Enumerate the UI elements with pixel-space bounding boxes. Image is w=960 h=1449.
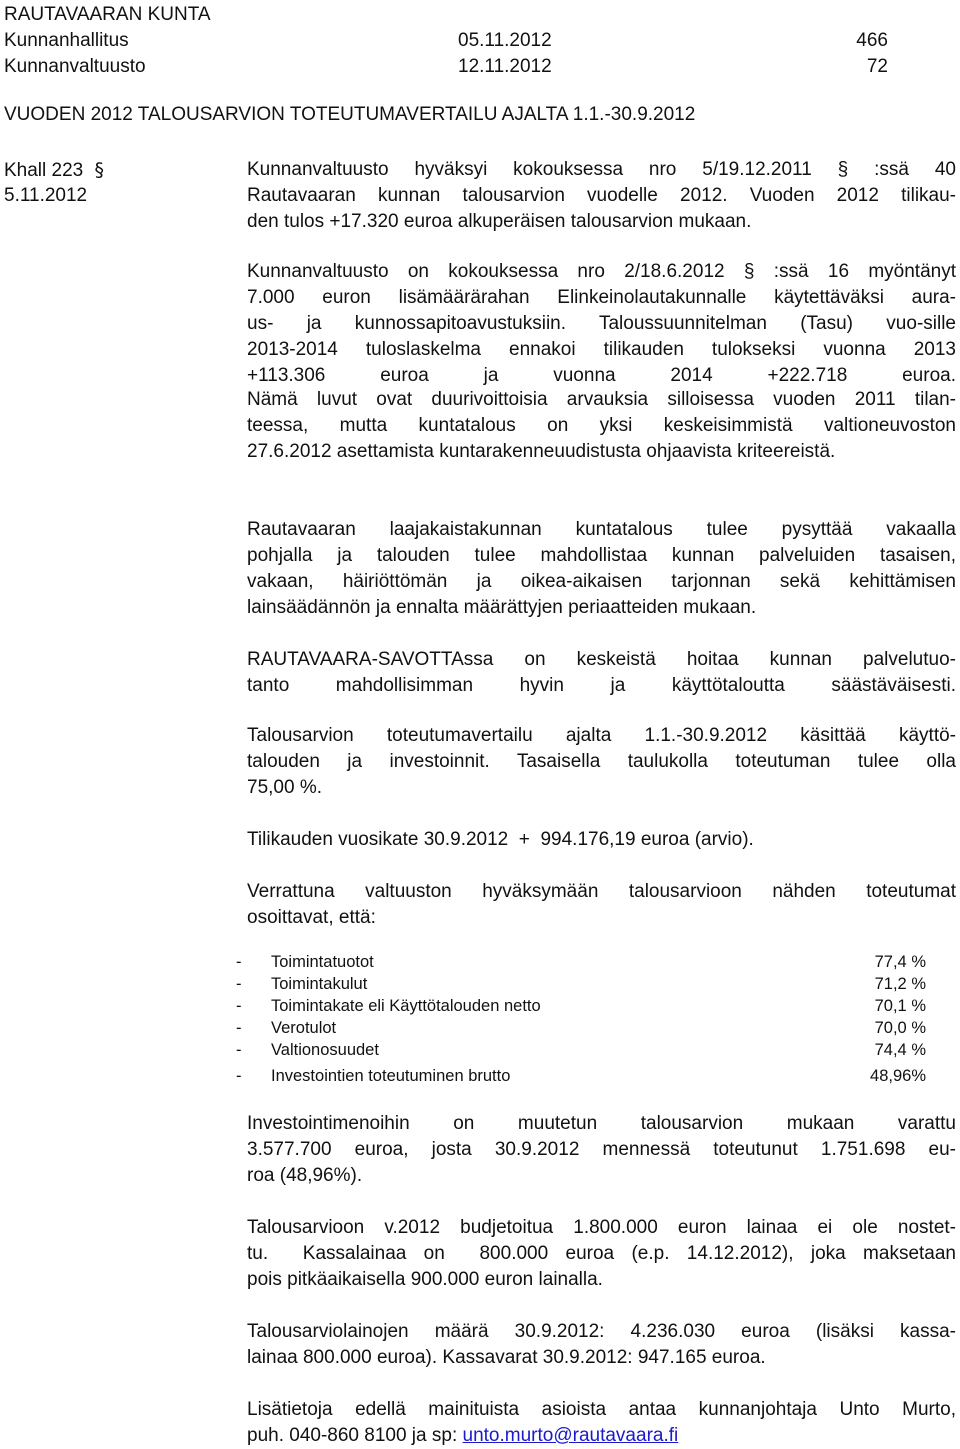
list-item-label: Investointien toteutuminen brutto bbox=[271, 1067, 511, 1085]
list-item-value: 77,4 % bbox=[874, 953, 926, 971]
paragraph-5 bbox=[247, 647, 956, 699]
realization-list bbox=[236, 951, 926, 1087]
paragraph-line: Talousarviolainojen määrä 30.9.2012: 4.236.030 euroa (lisäksi kassa- bbox=[247, 1321, 956, 1342]
list-item-label: Toimintakulut bbox=[271, 975, 368, 993]
paragraph-9 bbox=[247, 1111, 956, 1189]
paragraph-line: Verrattuna valtuuston hyväksymään talousarvioon nähden toteutumat bbox=[247, 881, 956, 902]
paragraph-line: pohjalla ja talouden tulee mahdollistaa kunnan palveluiden tasaisen, bbox=[247, 545, 956, 566]
section-sign-icon: § bbox=[94, 159, 105, 181]
document-title: VUODEN 2012 TALOUSARVION TOTEUTUMAVERTAILU AJALTA 1.1.-30.9.2012 bbox=[4, 104, 696, 125]
paragraph-line: Investointimenoihin on muutetun talousarvion mukaan varattu bbox=[247, 1113, 956, 1134]
paragraph-line: Lisätietoja edellä mainituista asioista antaa kunnanjohtaja Unto Murto, bbox=[247, 1399, 956, 1420]
paragraph-line: Rautavaaran kunnan talousarvion vuodelle 2012. Vuoden 2012 tilikau- bbox=[247, 185, 956, 206]
paragraph-line: lainaa 800.000 euroa). Kassavarat 30.9.2012: 947.165 euroa. bbox=[247, 1347, 766, 1368]
paragraph-2 bbox=[247, 259, 956, 389]
list-dash: - bbox=[236, 953, 242, 971]
list-item-value: 48,96% bbox=[870, 1067, 926, 1085]
list-dash: - bbox=[236, 1041, 242, 1059]
header-body-2: Kunnanvaltuusto bbox=[4, 56, 146, 77]
paragraph-line: 7.000 euron lisämäärärahan Elinkeinolautakunnalle käytettäväksi aura- bbox=[247, 287, 956, 308]
paragraph-8 bbox=[247, 879, 956, 931]
list-item bbox=[236, 1039, 926, 1061]
list-item bbox=[236, 995, 926, 1017]
paragraph-line: tu. Kassalainaa on 800.000 euroa (e.p. 14.12.2012), joka maksetaan bbox=[247, 1243, 956, 1264]
paragraph-line: talouden ja investoinnit. Tasaisella taulukolla toteutuman tulee olla bbox=[247, 751, 956, 772]
item-ref-text: Khall 223 bbox=[4, 160, 84, 181]
paragraph-10 bbox=[247, 1215, 956, 1293]
header-date-1: 05.11.2012 bbox=[458, 30, 552, 51]
list-item-value: 74,4 % bbox=[874, 1041, 926, 1059]
paragraph-line: 75,00 %. bbox=[247, 777, 322, 798]
header-date-2: 12.11.2012 bbox=[458, 56, 552, 77]
header-body-1: Kunnanhallitus bbox=[4, 30, 129, 51]
paragraph-3 bbox=[247, 387, 956, 465]
paragraph-line: Talousarvioon v.2012 budjetoitua 1.800.000 euron lainaa ei ole nostet- bbox=[247, 1217, 956, 1238]
paragraph-line: Kunnanvaltuusto on kokouksessa nro 2/18.6.2012 § :ssä 16 myöntänyt bbox=[247, 261, 956, 282]
paragraph-line: 2013-2014 tuloslaskelma ennakoi tilikauden tulokseksi vuonna 2013 bbox=[247, 339, 956, 360]
item-date: 5.11.2012 bbox=[4, 185, 88, 206]
paragraph-line: RAUTAVAARA-SAVOTTAssa on keskeistä hoitaa kunnan palvelutuo- bbox=[247, 649, 956, 670]
paragraph-7 bbox=[247, 827, 956, 853]
list-item bbox=[236, 1017, 926, 1039]
list-item-value: 70,0 % bbox=[874, 1019, 926, 1037]
contact-prefix: puh. 040-860 8100 ja sp: bbox=[247, 1425, 463, 1446]
list-dash: - bbox=[236, 1067, 242, 1085]
list-item-label: Verotulot bbox=[271, 1019, 337, 1037]
paragraph-line: us- ja kunnossapitoavustuksiin. Taloussuunnitelman (Tasu) vuo-sille bbox=[247, 313, 956, 334]
list-dash: - bbox=[236, 997, 242, 1015]
list-item bbox=[236, 1065, 926, 1087]
paragraph-line: den tulos +17.320 euroa alkuperäisen talousarvion mukaan. bbox=[247, 211, 752, 232]
header-page-1: 466 bbox=[856, 30, 888, 51]
paragraph-line: Nämä luvut ovat duurivoittoisia arvauksia silloisessa vuoden 2011 tilan- bbox=[247, 389, 956, 410]
paragraph-line: Rautavaaran laajakaistakunnan kuntatalous tulee pysyttää vakaalla bbox=[247, 519, 956, 540]
organization-name: RAUTAVAARAN KUNTA bbox=[4, 4, 211, 25]
list-item bbox=[236, 973, 926, 995]
paragraph-line: osoittavat, että: bbox=[247, 907, 376, 928]
header-page-2: 72 bbox=[866, 56, 888, 77]
list-item-label: Toimintakate eli Käyttötalouden netto bbox=[271, 997, 541, 1015]
paragraph-line: vakaan, häiriöttömän ja oikea-aikaisen tarjonnan sekä kehittämisen bbox=[247, 571, 956, 592]
list-item-value: 71,2 % bbox=[874, 975, 926, 993]
paragraph-line: Tilikauden vuosikate 30.9.2012 + 994.176,19 euroa (arvio). bbox=[247, 829, 754, 850]
paragraph-line: 27.6.2012 asettamista kuntarakenneuudistusta ohjaavista kriteereistä. bbox=[247, 441, 836, 462]
paragraph-line: lainsäädännön ja ennalta määrättyjen periaatteiden mukaan. bbox=[247, 597, 757, 618]
paragraph-line: teessa, mutta kuntatalous on yksi keskeisimmistä valtioneuvoston bbox=[247, 415, 956, 436]
contact-line bbox=[247, 1423, 956, 1449]
paragraph-line: roa (48,96%). bbox=[247, 1165, 363, 1186]
paragraph-line: tanto mahdollisimman hyvin ja käyttötaloutta säästäväisesti. bbox=[247, 675, 956, 696]
paragraph-12 bbox=[247, 1397, 956, 1449]
paragraph-line: pois pitkäaikaisella 900.000 euron lainalla. bbox=[247, 1269, 603, 1290]
paragraph-line: 3.577.700 euroa, josta 30.9.2012 mennessä toteutunut 1.751.698 eu- bbox=[247, 1139, 956, 1160]
item-reference bbox=[4, 157, 104, 184]
list-item-label: Valtionosuudet bbox=[271, 1041, 379, 1059]
list-dash: - bbox=[236, 975, 242, 993]
email-link[interactable]: unto.murto@rautavaara.fi bbox=[462, 1425, 679, 1446]
paragraph-line: Talousarvion toteutumavertailu ajalta 1.1.-30.9.2012 käsittää käyttö- bbox=[247, 725, 956, 746]
list-dash: - bbox=[236, 1019, 242, 1037]
list-item-value: 70,1 % bbox=[874, 997, 926, 1015]
paragraph-1 bbox=[247, 157, 956, 235]
paragraph-11 bbox=[247, 1319, 956, 1371]
paragraph-4 bbox=[247, 517, 956, 621]
list-item-label: Toimintatuotot bbox=[271, 953, 374, 971]
list-item bbox=[236, 951, 926, 973]
paragraph-6 bbox=[247, 723, 956, 801]
paragraph-line: +113.306 euroa ja vuonna 2014 +222.718 euroa. bbox=[247, 365, 956, 386]
paragraph-line: Kunnanvaltuusto hyväksyi kokouksessa nro 5/19.12.2011 § :ssä 40 bbox=[247, 159, 956, 180]
